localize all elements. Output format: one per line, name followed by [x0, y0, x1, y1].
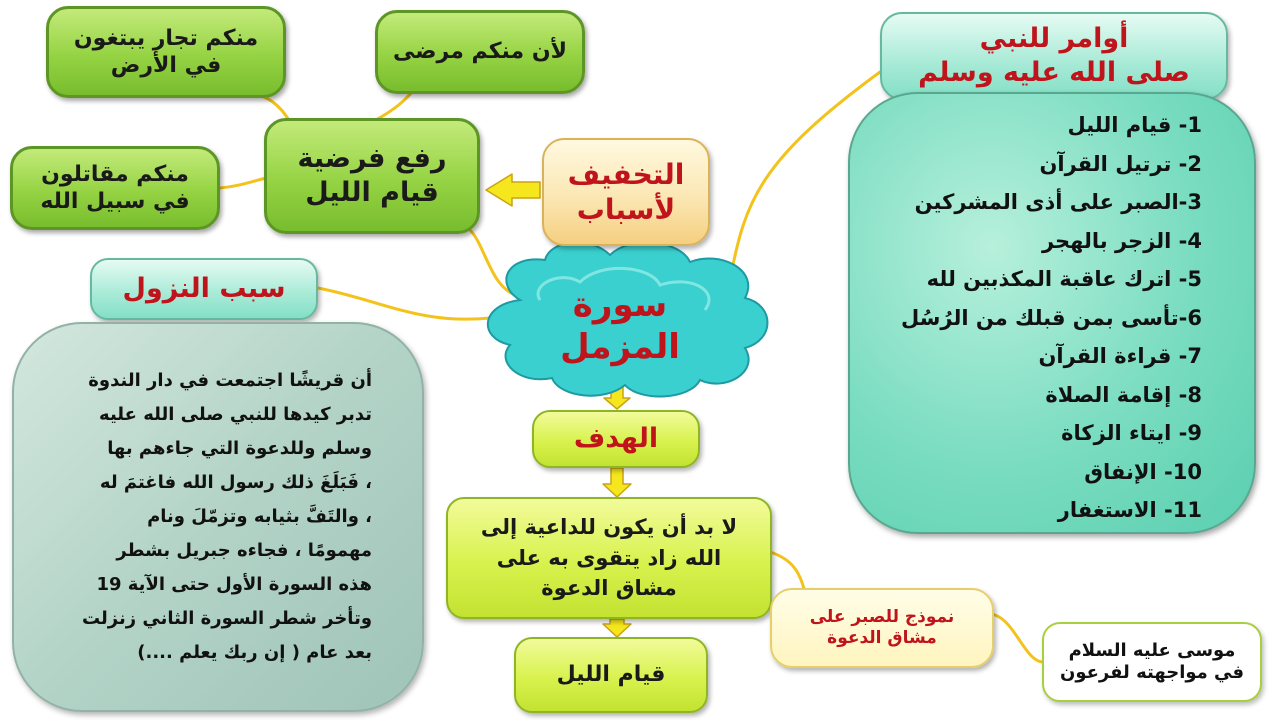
occasion-text-box	[12, 322, 424, 712]
reason-traders-box	[46, 6, 286, 98]
command-item: 4- الزجر بالهجر	[1041, 228, 1202, 253]
center-title-line2: المزمل	[560, 327, 680, 367]
commands-list-box	[848, 92, 1256, 534]
reason-fighters-line2: في سبيل الله	[40, 189, 190, 214]
connector-model-moses	[995, 615, 1042, 662]
command-item: 5- اترك عاقبة المكذبين لله	[926, 267, 1202, 291]
occasion-line: بعد عام ( إن ربك يعلم ....)	[137, 642, 373, 663]
goal-text-line1: لا بد أن يكون للداعية إلى	[480, 515, 738, 540]
occasion-line: ، فَبَلَغَ ذلك رسول الله فاغتمَ له	[99, 472, 373, 493]
connector-center-occasion	[318, 288, 490, 319]
occasion-line: ، والتَفَّ بثيابه وتزمّلَ ونام	[147, 506, 373, 527]
commands-title-line1: أوامر للنبي	[979, 23, 1129, 55]
occasion-line: أن قريشًا اجتمعت في دار الندوة	[88, 370, 373, 391]
goal-title-box	[532, 410, 700, 468]
occasion-title-box	[90, 258, 318, 320]
moses-line2: في مواجهته لفرعون	[1059, 662, 1245, 683]
command-item: 9- ايتاء الزكاة	[1061, 421, 1202, 445]
command-item: 11- الاستغفار	[1057, 498, 1202, 522]
occasion-line: مهمومًا ، فجاءه جبريل بشطر	[116, 540, 373, 561]
occasion-line: تدبر كيدها للنبي صلى الله عليه	[99, 404, 373, 425]
occasion-title: سبب النزول	[122, 273, 286, 305]
center-title-line1: سورة	[572, 284, 668, 325]
model-line2: مشاق الدعوة	[827, 628, 937, 648]
goal-text-box	[446, 497, 772, 619]
lifting-box	[264, 118, 480, 234]
command-item: 7- قراءة القرآن	[1038, 344, 1202, 368]
occasion-line: وتأخر شطر السورة الثاني زنزلت	[81, 608, 373, 629]
goal-title: الهدف	[573, 423, 659, 455]
moses-box	[1042, 622, 1262, 702]
center-title	[540, 270, 700, 382]
occasion-line: هذه السورة الأول حتى الآية 19	[96, 574, 373, 595]
occasion-line: وسلم وللدعوة التي جاءهم بها	[107, 438, 373, 459]
night-prayer-box	[514, 637, 708, 713]
goal-text-line3: مشاق الدعوة	[541, 576, 677, 601]
command-item: 8- إقامة الصلاة	[1045, 382, 1202, 407]
reason-fighters-line1: منكم مقاتلون	[41, 161, 189, 187]
command-item: 3-الصبر على أذى المشركين	[914, 190, 1202, 214]
command-item: 1- قيام الليل	[1067, 113, 1202, 137]
lifting-line1: رفع فرضية	[297, 143, 447, 175]
reason-traders-line1: منكم تجار يبتغون	[73, 25, 259, 51]
lightening-line1: التخفيف	[567, 158, 685, 191]
arrow-text-to-night	[603, 619, 631, 637]
command-item: 6-تأسى بمن قبلك من الرُسُل	[900, 305, 1202, 330]
commands-title-box	[880, 12, 1228, 100]
lightening-line2: لأسباب	[576, 193, 676, 226]
connector-goal-model	[770, 552, 805, 592]
lifting-line2: قيام الليل	[305, 177, 439, 208]
commands-list	[901, 94, 1254, 530]
reason-sick-text: لأن منكم مرضى	[393, 39, 567, 65]
reason-fighters-box	[10, 146, 220, 230]
occasion-text	[64, 364, 372, 670]
reason-sick-box	[375, 10, 585, 94]
commands-title-line2: صلى الله عليه وسلم	[918, 57, 1190, 88]
arrow-to-lifting	[486, 174, 540, 206]
arrow-goal-to-text	[603, 468, 631, 497]
command-item: 10- الإنفاق	[1084, 459, 1202, 484]
model-box	[770, 588, 994, 668]
command-item: 2- ترتيل القرآن	[1039, 151, 1202, 176]
moses-line1: موسى عليه السلام	[1068, 639, 1236, 661]
goal-text-line2: الله زاد يتقوى به على	[496, 545, 722, 570]
reason-traders-line2: في الأرض	[110, 53, 222, 78]
connector-lifting-fighters	[220, 178, 266, 188]
lightening-box	[542, 138, 710, 246]
model-line1: نموذج للصبر على	[809, 606, 955, 627]
night-prayer-text: قيام الليل	[556, 662, 666, 688]
